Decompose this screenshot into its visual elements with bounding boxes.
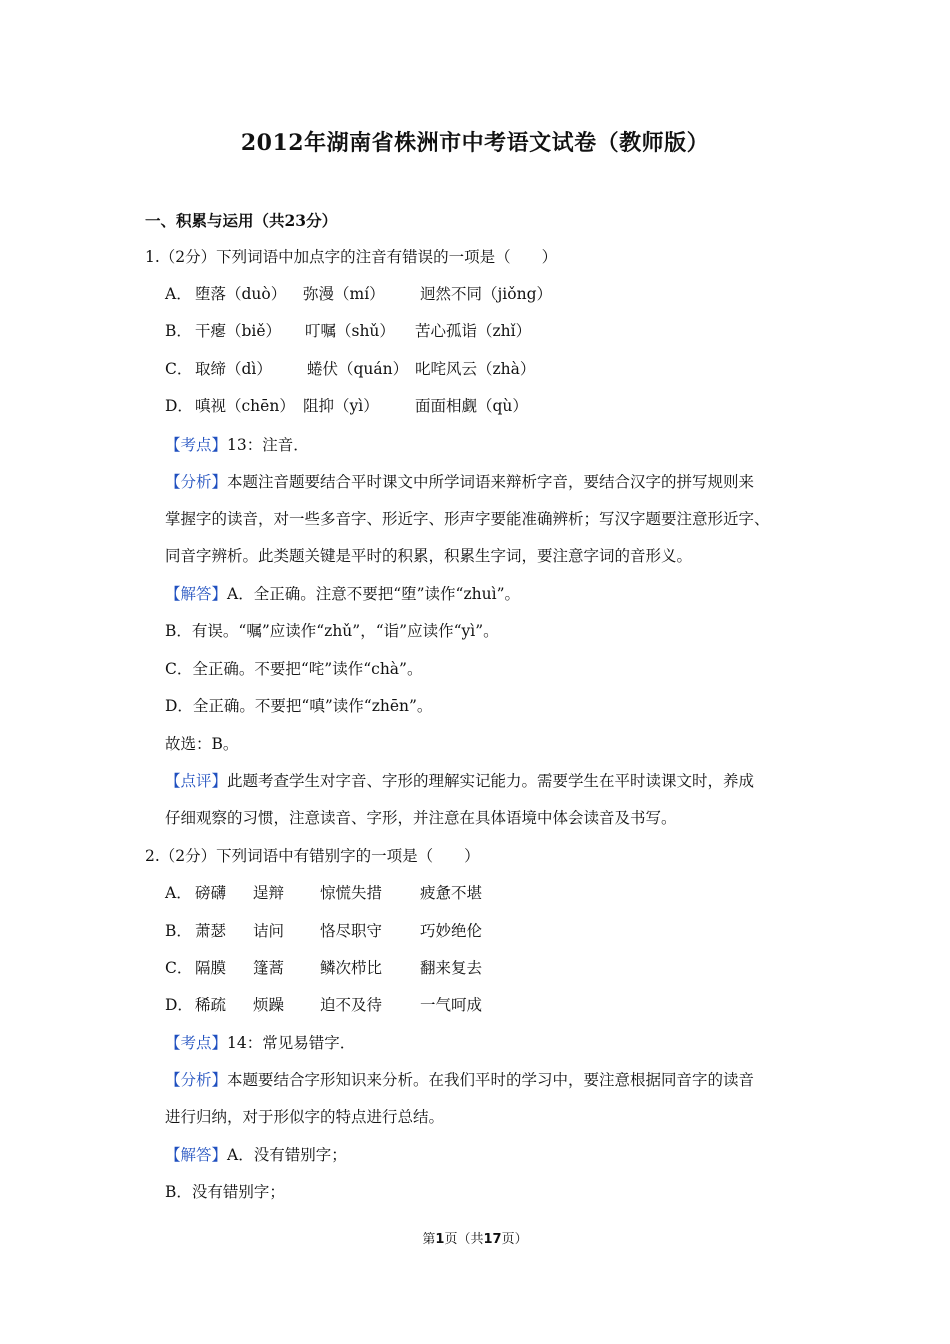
option-label: A． (165, 884, 192, 902)
q2-stem: 2.（2分）下列词语中有错别字的一项是（ ） (145, 847, 480, 865)
q1-fenxi (165, 471, 754, 493)
q2-option-a (165, 882, 483, 904)
q2-option-c (165, 957, 483, 979)
option-item: 堕落（duò） (195, 285, 287, 303)
q1-jieda-b: B．有误。“嘱”应读作“zhǔ”，“诣”应读作“yì”。 (165, 622, 499, 640)
option-item: 干瘪（biě） (195, 322, 282, 340)
q1-option-a (165, 283, 553, 305)
option-item: 迥然不同（jiǒng） (420, 285, 553, 303)
kaodian-tag: 【考点】 (165, 436, 228, 454)
q1-kaodian (165, 434, 309, 456)
option-item: 恪尽职守 (320, 922, 383, 940)
option-item: 烦躁 (253, 996, 285, 1014)
option-label: C． (165, 360, 193, 378)
fenxi-text: 本题注音题要结合平时课文中所学词语来辩析字音，要结合汉字的拼写规则来 (227, 473, 755, 491)
jieda-text: A．全正确。注意不要把“堕”读作“zhuì”。 (227, 585, 520, 603)
footer-suffix: 页） (501, 1232, 528, 1247)
option-item: 逞辩 (253, 884, 285, 902)
q1-jieda (165, 583, 520, 605)
option-label: D． (165, 397, 193, 415)
footer-prefix: 第 (422, 1232, 436, 1247)
option-item: 面面相觑（qù） (415, 397, 528, 415)
q1-answer: 故选：B。 (165, 735, 239, 753)
option-item: 篷蒿 (253, 959, 285, 977)
q2-option-d (165, 994, 483, 1016)
q2-option-b (165, 920, 483, 942)
option-item: 一气呵成 (420, 996, 483, 1014)
q1-dianping (165, 770, 754, 792)
q1-option-c (165, 358, 536, 380)
fenxi-tag: 【分析】 (165, 1071, 228, 1089)
kaodian-tag: 【考点】 (165, 1034, 228, 1052)
footer-middle: 页（共 (444, 1232, 484, 1247)
dianping-text: 此题考查学生对字音、字形的理解实记能力。需要学生在平时读课文时，养成 (227, 772, 755, 790)
dianping-tag: 【点评】 (165, 772, 228, 790)
fenxi-text: 本题要结合字形知识来分析。在我们平时的学习中，要注意根据同音字的读音 (227, 1071, 755, 1089)
q2-fenxi-line2: 进行归纳，对于形似字的特点进行总结。 (165, 1108, 445, 1126)
q2-kaodian (165, 1032, 355, 1054)
option-item: 巧妙绝伦 (420, 922, 483, 940)
option-item: 稀疏 (195, 996, 227, 1014)
option-item: 萧瑟 (195, 922, 227, 940)
option-item: 惊慌失措 (320, 884, 383, 902)
option-item: 翻来复去 (420, 959, 483, 977)
option-item: 取缔（dì） (195, 360, 272, 378)
q1-stem: 1.（2分）下列词语中加点字的注音有错误的一项是（ ） (145, 248, 558, 266)
option-item: 阻抑（yì） (303, 397, 379, 415)
q1-jieda-c: C．全正确。不要把“咤”读作“chà”。 (165, 660, 423, 678)
option-label: D． (165, 996, 193, 1014)
jieda-text: A．没有错别字； (227, 1146, 347, 1164)
fenxi-tag: 【分析】 (165, 473, 228, 491)
option-item: 疲惫不堪 (420, 884, 483, 902)
option-label: A． (165, 285, 192, 303)
q1-dianping-line2: 仔细观察的习惯，注意读音、字形，并注意在具体语境中体会读音及书写。 (165, 809, 677, 827)
option-item: 苦心孤诣（zhǐ） (415, 322, 532, 340)
q1-jieda-d: D．全正确。不要把“嗔”读作“zhēn”。 (165, 697, 433, 715)
option-label: B． (165, 922, 192, 940)
q2-fenxi (165, 1069, 754, 1091)
q1-option-b (165, 320, 532, 342)
option-item: 叮嘱（shǔ） (305, 322, 395, 340)
kaodian-text: 13：注音． (227, 436, 309, 454)
total-pages: 17 (483, 1232, 502, 1247)
page-footer (0, 1228, 950, 1247)
page-number: 1 (435, 1232, 445, 1247)
option-label: B． (165, 322, 192, 340)
q1-fenxi-line3: 同音字辨析。此类题关键是平时的积累，积累生字词，要注意字词的音形义。 (165, 547, 693, 565)
jieda-tag: 【解答】 (165, 1146, 228, 1164)
q2-jieda (165, 1144, 347, 1166)
option-item: 蜷伏（quán） (307, 360, 409, 378)
q2-jieda-b: B．没有错别字； (165, 1183, 285, 1201)
option-item: 鳞次栉比 (320, 959, 383, 977)
option-item: 磅礴 (195, 884, 227, 902)
option-item: 诘问 (253, 922, 285, 940)
q1-option-d (165, 395, 528, 417)
option-label: C． (165, 959, 193, 977)
section-heading: 一、积累与运用（共23分） (145, 211, 338, 230)
option-item: 嗔视（chēn） (195, 397, 295, 415)
q1-fenxi-line2: 掌握字的读音，对一些多音字、形近字、形声字要能准确辨析；写汉字题要注意形近字、 (165, 510, 770, 528)
option-item: 叱咤风云（zhà） (415, 360, 536, 378)
option-item: 弥漫（mí） (303, 285, 385, 303)
option-item: 迫不及待 (320, 996, 383, 1014)
document-title: 2012年湖南省株洲市中考语文试卷（教师版） (240, 130, 710, 156)
option-item: 隔膜 (195, 959, 227, 977)
kaodian-text: 14：常见易错字． (227, 1034, 356, 1052)
jieda-tag: 【解答】 (165, 585, 228, 603)
